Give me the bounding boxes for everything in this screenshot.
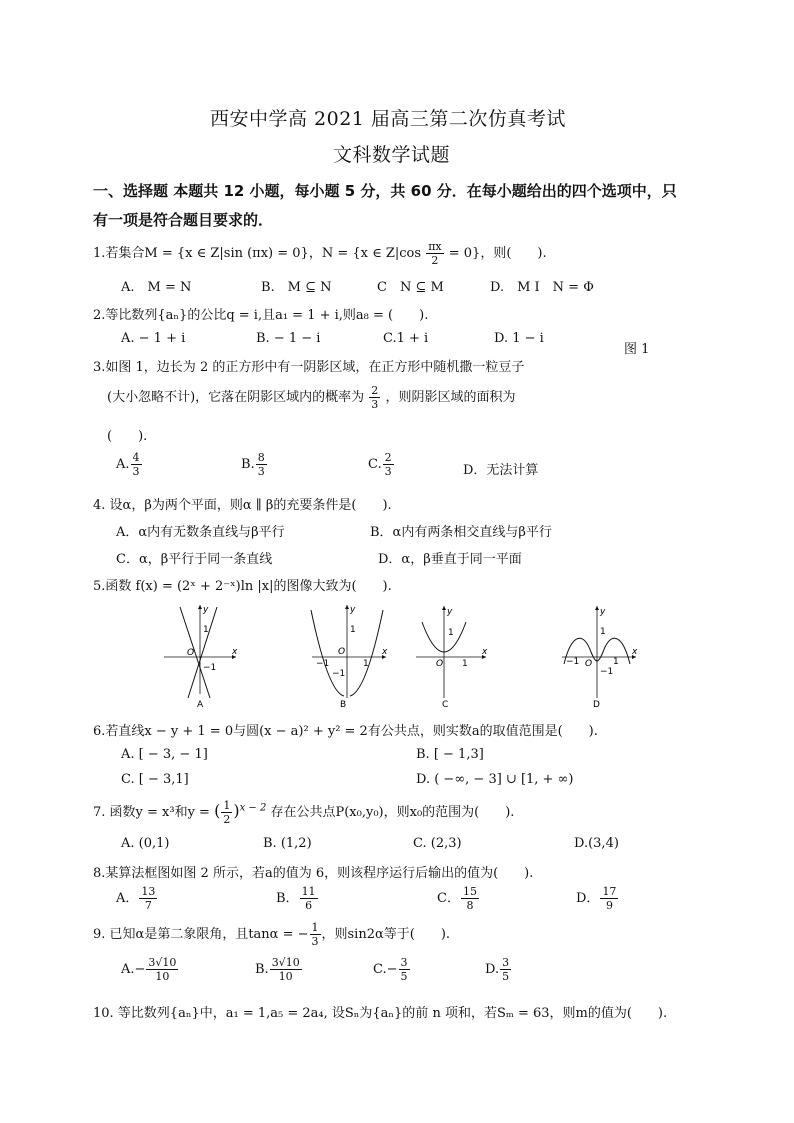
- question-7-option-c: C. (2,3): [413, 836, 462, 851]
- question-7-stem: 7. 函数y = x³和y = ( $\frac{1}{2}$ )$^{x - 2}$ 存在公共点P(x₀,y₀)，则x₀的范围为( ).: [93, 799, 515, 826]
- graph-c: [412, 602, 492, 710]
- question-2-option-c: C.1 + i: [383, 331, 429, 346]
- question-1-option-d: D. M I N = Φ: [490, 280, 594, 295]
- question-6-option-c: C. [ − 3,1]: [121, 772, 189, 787]
- question-1-option-a: A. M = N: [121, 280, 192, 295]
- origin-label: O: [187, 648, 195, 658]
- graph-label: D: [593, 700, 600, 710]
- figure-1-label: 图 1: [624, 342, 650, 357]
- x-label: x: [482, 647, 488, 657]
- question-3-option-a: A. $\frac{4}{3}$: [116, 451, 140, 478]
- question-9-stem: 9. 已知α是第二象限角，且tanα = − $\frac{1}{3}$ ，则sin2α等于( ).: [93, 921, 451, 948]
- tick-label: 1: [203, 625, 209, 635]
- tick-label: −1: [566, 657, 580, 667]
- curve-left-branch: [180, 607, 210, 698]
- y-label: y: [203, 605, 209, 615]
- question-10-stem: 10. 等比数列{aₙ}中，a₁ = 1,a₅ = 2a₄, 设Sₙ为{aₙ}的前 n 项和，若Sₘ = 63，则m的值为( ).: [93, 1006, 668, 1021]
- question-2-option-a: A. − 1 + i: [121, 331, 186, 346]
- question-9-option-b: B. $\frac{3√10}{10}$: [255, 956, 300, 983]
- x-label: x: [632, 647, 638, 657]
- question-4-option-c: C．α，β平行于同一条直线: [116, 552, 273, 567]
- question-7-option-b: B. (1,2): [263, 836, 312, 851]
- question-6-option-b: B. [ − 1,3]: [416, 747, 484, 762]
- graph-d: [558, 602, 640, 710]
- tick-label: 1: [613, 657, 619, 667]
- question-1-option-b: B. M ⊆ N: [261, 280, 332, 295]
- y-label: y: [600, 607, 606, 617]
- question-4-option-d: D．α，β垂直于同一平面: [378, 552, 522, 567]
- question-6-option-d: D. ( −∞, − 3] ∪ [1, + ∞): [416, 772, 574, 787]
- tick-label: −1: [203, 663, 217, 673]
- question-8-option-b: B． $\frac{11}{6}$: [276, 885, 316, 912]
- question-3-stem: 3.如图 1，边长为 2 的正方形中有一阴影区域，在正方形中随机撒一粒豆子: [93, 360, 525, 375]
- question-9-option-d: D. $\frac{3}{5}$: [485, 956, 510, 983]
- tick-label: −1: [316, 659, 330, 669]
- question-1-stem: 1.若集合M = {x ∈ Z|sin (πx) = 0}，N = {x ∈ Z|cos $\frac{\pi x}{2}$ = 0}，则( ).: [93, 240, 547, 267]
- curve-right-branch: [350, 610, 383, 696]
- y-label: y: [447, 607, 453, 617]
- origin-label: O: [585, 659, 593, 669]
- y-label: y: [350, 605, 356, 615]
- section-heading-line2: 有一项是符合题目要求的．: [93, 211, 274, 229]
- tick-label: 1: [363, 659, 369, 669]
- question-6-option-a: A. [ − 3, − 1]: [121, 747, 208, 762]
- graph-b: [308, 602, 390, 710]
- question-8-stem: 8.某算法框图如图 2 所示，若a的值为 6，则该程序运行后输出的值为( ).: [93, 866, 534, 881]
- tick-label: −1: [332, 669, 346, 679]
- question-8-option-d: D． $\frac{17}{9}$: [576, 885, 617, 912]
- question-2-option-d: D. 1 − i: [494, 331, 544, 346]
- graph-a: [160, 602, 240, 710]
- question-4-stem: 4. 设α，β为两个平面，则α ∥ β的充要条件是( ).: [93, 498, 392, 513]
- x-label: x: [232, 647, 238, 657]
- tick-label: 1: [600, 627, 606, 637]
- question-1-option-c: C N ⊆ M: [377, 280, 444, 295]
- question-3-line3: ( ).: [107, 429, 148, 444]
- question-3-option-d: D．无法计算: [463, 463, 539, 478]
- question-8-option-c: C． $\frac{15}{8}$: [437, 885, 477, 912]
- graph-label: B: [340, 700, 347, 710]
- question-6-stem: 6.若直线x − y + 1 = 0与圆(x − a)² + y² = 2有公共点，则实数a的取值范围是( ).: [93, 724, 598, 739]
- graph-label: A: [197, 700, 204, 710]
- question-4-option-b: B．α内有两条相交直线与β平行: [370, 525, 552, 540]
- tick-label: −1: [600, 667, 614, 677]
- x-label: x: [382, 647, 388, 657]
- question-9-option-a: A.− $\frac{3√10}{10}$: [121, 956, 177, 983]
- graph-label: C: [442, 700, 449, 710]
- tick-label: 1: [350, 625, 356, 635]
- question-3-option-b: B. $\frac{8}{3}$: [241, 451, 265, 478]
- question-2-stem: 2.等比数列{aₙ}的公比q = i,且a₁ = 1 + i,则a₈ = ( ).: [93, 308, 429, 323]
- question-9-option-c: C.− $\frac{3}{5}$: [373, 956, 408, 983]
- origin-label: O: [436, 659, 444, 669]
- question-3-line2: (大小忽略不计)，它落在阴影区域内的概率为 $\frac{2}{3}$ ，则阴影区域的面积为: [107, 384, 516, 411]
- exam-title: 西安中学高 2021 届高三第二次仿真考试: [210, 108, 566, 130]
- question-2-option-b: B. − 1 − i: [256, 331, 321, 346]
- exam-subtitle: 文科数学试题: [333, 144, 451, 166]
- tick-label: 1: [462, 659, 468, 669]
- origin-label: O: [338, 647, 346, 657]
- question-4-option-a: A．α内有无数条直线与β平行: [116, 525, 285, 540]
- question-7-option-a: A. (0,1): [121, 836, 170, 851]
- section-heading-line1: 一、选择题 本题共 12 小题，每小题 5 分，共 60 分．在每小题给出的四个选项中，只: [93, 182, 677, 200]
- question-8-option-a: A． $\frac{13}{7}$: [116, 885, 156, 912]
- tick-label: 1: [448, 628, 454, 638]
- question-3-option-c: C. $\frac{2}{3}$: [368, 451, 392, 478]
- question-7-option-d: D.(3,4): [574, 836, 619, 851]
- question-5-stem: 5.函数 f(x) = (2ˣ + 2⁻ˣ)ln |x|的图像大致为( ).: [93, 579, 392, 594]
